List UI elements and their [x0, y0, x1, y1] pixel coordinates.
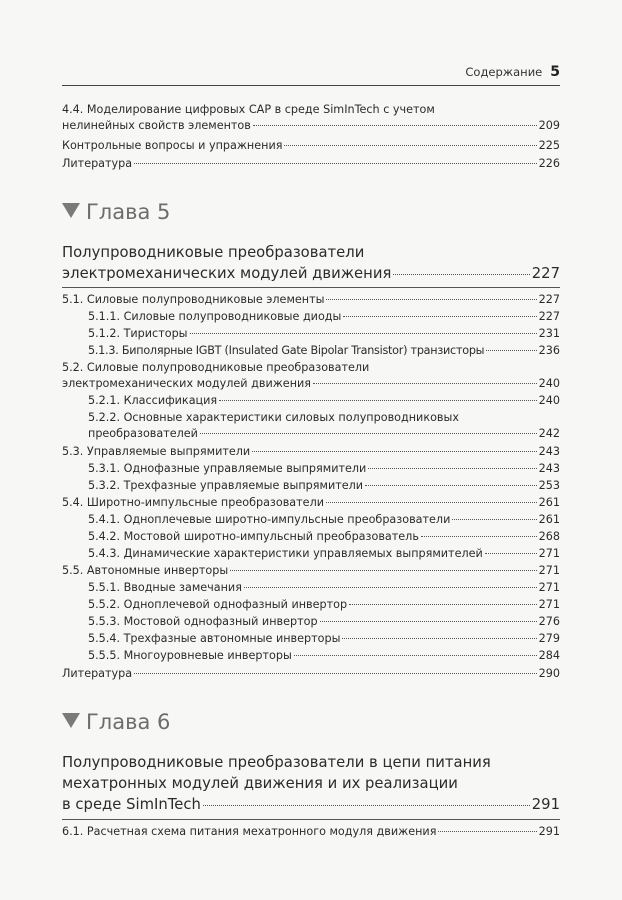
dot-leader: [313, 383, 537, 384]
entry-page: 279: [538, 632, 560, 645]
toc-entry[interactable]: [62, 461, 560, 477]
entry-page: 240: [538, 377, 560, 390]
dot-leader: [294, 655, 537, 656]
entry-title: 5.5.3. Мостовой однофазный инвертор: [88, 615, 318, 628]
entry-title: 5.5.2. Одноплечевой однофазный инвертор: [88, 598, 348, 611]
chapter-rule: [62, 287, 560, 288]
toc-entry[interactable]: [62, 495, 560, 511]
entry-page: 240: [538, 394, 560, 407]
chapter-title-line: мехатронных модулей движения и их реализации: [62, 775, 458, 792]
triangle-down-icon: [62, 713, 80, 728]
triangle-down-icon: [62, 203, 80, 218]
toc-entry[interactable]: [62, 546, 560, 562]
dot-leader: [190, 333, 537, 334]
toc-entry[interactable]: [62, 309, 560, 325]
dot-leader: [320, 621, 537, 622]
toc-entry[interactable]: [62, 614, 560, 630]
entry-page: 261: [538, 513, 560, 526]
dot-leader: [326, 502, 537, 503]
entry-page: 271: [538, 598, 560, 611]
dot-leader: [203, 805, 530, 806]
entry-title-line: 4.4. Моделирование цифровых САР в среде SimInTech с учетом: [62, 103, 435, 116]
chapter-title-line: электромеханических модулей движения: [62, 265, 392, 282]
dot-leader: [393, 274, 529, 275]
entry-page: 276: [538, 615, 560, 628]
entry-page: 261: [538, 496, 560, 509]
dot-leader: [244, 587, 537, 588]
dot-leader: [134, 673, 537, 674]
toc-entry[interactable]: [62, 631, 560, 647]
entry-title: 6.1. Расчетная схема питания мехатронного модуля движения: [62, 825, 437, 838]
toc-entry[interactable]: [62, 529, 560, 545]
entry-page: 243: [538, 445, 560, 458]
dot-leader: [326, 299, 536, 300]
entry-page: 284: [538, 649, 560, 662]
toc-entry-literature[interactable]: [62, 156, 560, 172]
chapter-6-title[interactable]: [62, 752, 560, 815]
toc-entry[interactable]: [62, 444, 560, 460]
entry-page: 226: [538, 157, 560, 170]
chapter-5-title[interactable]: [62, 242, 560, 284]
entry-title: 5.3.1. Однофазные управляемые выпрямители: [88, 462, 367, 475]
chapter-title-line: в среде SimInTech: [62, 796, 201, 813]
toc-entry[interactable]: [62, 326, 560, 342]
chapter-6-heading: [62, 710, 170, 734]
entry-page: 271: [538, 564, 560, 577]
dot-leader: [343, 316, 536, 317]
entry-title: 5.4. Широтно-импульсные преобразователи: [62, 496, 324, 509]
entry-page: 225: [538, 139, 560, 152]
entry-title-line: преобразователей: [88, 427, 198, 440]
dot-leader: [253, 125, 537, 126]
page-number: 5: [550, 64, 560, 80]
dot-leader: [486, 350, 536, 351]
toc-entry[interactable]: [62, 648, 560, 664]
chapter-label: Глава 6: [86, 710, 171, 734]
entry-title: 5.1.2. Тиристоры: [88, 327, 188, 340]
dot-leader: [284, 145, 536, 146]
toc-entry-4-4[interactable]: [62, 102, 560, 134]
toc-entry[interactable]: [62, 824, 560, 840]
entry-title-line: 5.2.2. Основные характеристики силовых полупроводниковых: [88, 411, 459, 424]
entry-title: 5.1.1. Силовые полупроводниковые диоды: [88, 310, 342, 323]
entry-title-line: 5.2. Силовые полупроводниковые преобразователи: [62, 361, 370, 374]
toc-entry[interactable]: [62, 343, 560, 359]
dot-leader: [252, 451, 536, 452]
entry-page: 253: [538, 479, 560, 492]
entry-title: 5.4.3. Динамические характеристики управляемых выпрямителей: [88, 547, 483, 560]
entry-page: 271: [538, 581, 560, 594]
entry-page: 227: [538, 310, 560, 323]
entry-page: 268: [538, 530, 560, 543]
chapter-title-line: Полупроводниковые преобразователи: [62, 244, 365, 261]
toc-entry[interactable]: [62, 478, 560, 494]
toc-entry[interactable]: [62, 410, 560, 442]
entry-title: Литература: [62, 667, 133, 680]
entry-page: 291: [538, 825, 560, 838]
dot-leader: [219, 400, 536, 401]
entry-title-line: нелинейных свойств элементов: [62, 119, 251, 132]
dot-leader: [452, 519, 536, 520]
entry-title: 5.3. Управляемые выпрямители: [62, 445, 251, 458]
entry-title-line: электромеханических модулей движения: [62, 377, 312, 390]
toc-entry[interactable]: [62, 597, 560, 613]
dot-leader: [200, 433, 537, 434]
entry-title: Контрольные вопросы и упражнения: [62, 139, 283, 152]
chapter-5-heading: [62, 200, 170, 224]
dot-leader: [421, 536, 537, 537]
entry-page: 236: [538, 344, 560, 357]
chapter-title-line: Полупроводниковые преобразователи в цепи питания: [62, 754, 491, 771]
dot-leader: [438, 831, 536, 832]
chapter-rule: [62, 819, 560, 820]
section-title: Содержание: [465, 65, 543, 79]
dot-leader: [368, 468, 536, 469]
toc-entry[interactable]: [62, 292, 560, 308]
header-rule: [62, 85, 560, 86]
entry-page: 271: [538, 547, 560, 560]
entry-title: 5.2.1. Классификация: [88, 394, 218, 407]
dot-leader: [365, 485, 537, 486]
entry-title: 5.5.4. Трехфазные автономные инверторы: [88, 632, 341, 645]
entry-page: 243: [538, 462, 560, 475]
toc-entry[interactable]: [62, 512, 560, 528]
entry-title: 5.4.1. Одноплечевые широтно-импульсные преобразователи: [88, 513, 451, 526]
entry-title: 5.4.2. Мостовой широтно-импульсный преобразователь: [88, 530, 419, 543]
toc-entry[interactable]: [62, 393, 560, 409]
chapter-page: 291: [531, 796, 560, 813]
dot-leader: [134, 163, 537, 164]
entry-title: 5.5.1. Вводные замечания: [88, 581, 242, 594]
entry-title: Литература: [62, 157, 133, 170]
toc-entry[interactable]: [62, 563, 560, 579]
entry-page: 209: [538, 119, 560, 132]
entry-page: 242: [538, 427, 560, 440]
toc-entry-questions[interactable]: [62, 138, 560, 154]
toc-entry[interactable]: [62, 360, 560, 392]
chapter-page: 227: [531, 265, 560, 282]
entry-title: 5.1.3. Биполярные IGBT (Insulated Gate Bipolar Transistor) транзисторы: [88, 344, 485, 357]
toc-entry[interactable]: [62, 580, 560, 596]
entry-page: 231: [538, 327, 560, 340]
dot-leader: [349, 604, 537, 605]
entry-title: 5.1. Силовые полупроводниковые элементы: [62, 293, 325, 306]
running-header: [62, 64, 560, 80]
entry-title: 5.3.2. Трехфазные управляемые выпрямители: [88, 479, 364, 492]
dot-leader: [485, 553, 537, 554]
dot-leader: [342, 638, 536, 639]
entry-title: 5.5. Автономные инверторы: [62, 564, 229, 577]
entry-title: 5.5.5. Многоуровневые инверторы: [88, 649, 292, 662]
entry-page: 290: [538, 667, 560, 680]
chapter-label: Глава 5: [86, 200, 171, 224]
entry-page: 227: [538, 293, 560, 306]
dot-leader: [230, 570, 536, 571]
toc-entry[interactable]: [62, 666, 560, 682]
